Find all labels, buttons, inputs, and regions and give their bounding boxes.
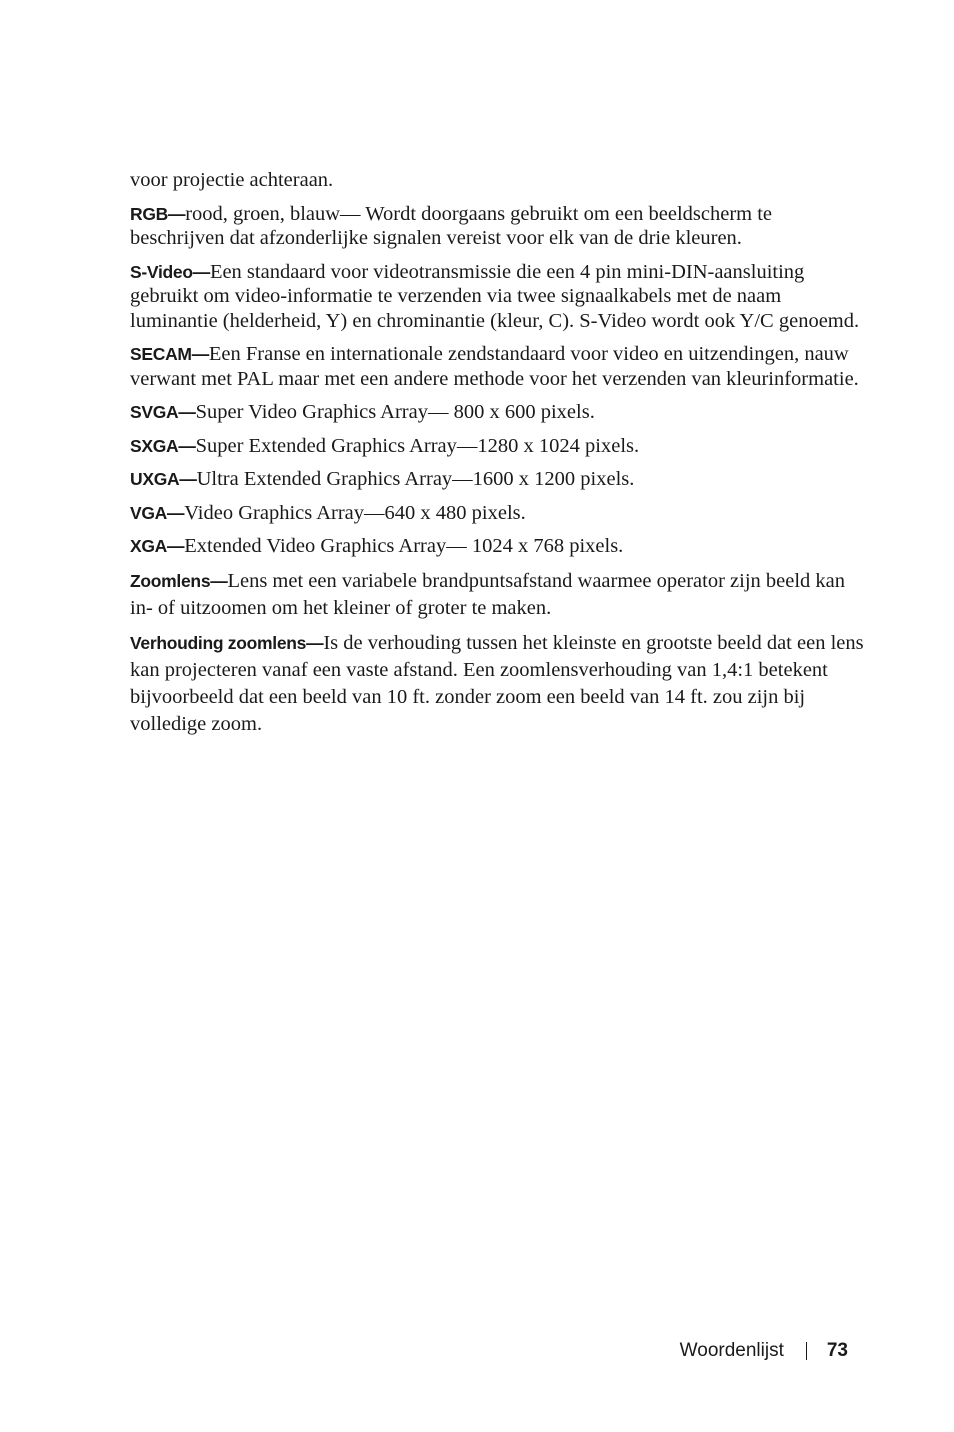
glossary-definition: Video Graphics Array—640 x 480 pixels.: [184, 501, 526, 524]
glossary-continuation: voor projectie achteraan.: [130, 169, 334, 191]
glossary-term: VGA—: [130, 502, 185, 523]
glossary-term: SVGA—: [130, 402, 196, 422]
glossary-definition: Ultra Extended Graphics Array—1600 x 1200 pixels.: [196, 468, 635, 490]
glossary-definition: Super Extended Graphics Array—1280 x 1024 pixels.: [195, 434, 640, 457]
glossary-definition: Een standaard voor videotransmissie die een 4 pin mini-DIN-aansluiting gebruikt om video-informatie te verzenden via twee signaalkabels met de naam luminantie (helderheid, Y) en chrominantie (kleur, C). S-Video wordt ook Y/C genoemd.: [130, 260, 860, 332]
glossary-term: SECAM—: [130, 344, 209, 364]
glossary-content: [130, 168, 870, 746]
glossary-entry-s-video: [130, 260, 870, 334]
glossary-entry-sxga: [130, 434, 870, 459]
glossary-entry-xga: [130, 534, 870, 559]
glossary-entry-vga: [130, 501, 870, 526]
glossary-term: SXGA—: [130, 435, 196, 456]
glossary-term: Zoomlens—: [130, 570, 228, 591]
glossary-definition: Is de verhouding tussen het kleinste en grootste beeld dat een lens kan projecteren vanaf een vaste afstand. Een zoomlensverhouding van 1,4:1 betekent bijvoorbeeld dat een beeld van 10 ft. zonder zoom een beeld van 14 ft. zou zijn bij volledige zoom.: [130, 631, 864, 735]
footer-divider: [806, 1342, 807, 1360]
glossary-definition: Super Video Graphics Array— 800 x 600 pixels.: [195, 401, 595, 423]
glossary-definition: Een Franse en internationale zendstandaard voor video en uitzendingen, nauw verwant met PAL maar met een andere methode voor het verzenden van kleurinformatie.: [130, 343, 859, 390]
glossary-definition: Lens met een variabele brandpuntsafstand waarmee operator zijn beeld kan in- of uitzoomen om het kleiner of groter te maken.: [130, 569, 846, 619]
glossary-term: XGA—: [130, 536, 185, 556]
glossary-term: RGB—: [130, 203, 186, 224]
glossary-entry-secam: [130, 342, 870, 391]
glossary-entry-rgb: [130, 202, 870, 251]
page-footer: [680, 1339, 848, 1363]
glossary-definition: rood, groen, blauw— Wordt doorgaans gebruikt om een beeldscherm te beschrijven dat afzonderlijke signalen vereist voor elk van de drie kleuren.: [130, 202, 773, 249]
glossary-entry-uxga: [130, 467, 870, 492]
footer-section-title: Woordenlijst: [679, 1340, 784, 1361]
glossary-definition: Extended Video Graphics Array— 1024 x 768 pixels.: [184, 535, 624, 557]
glossary-entry-svga: [130, 400, 870, 425]
glossary-entry-zoomlens: [130, 568, 870, 622]
page-number: 73: [826, 1340, 848, 1361]
glossary-term: Verhouding zoomlens—: [130, 632, 324, 653]
glossary-entry-verhouding-zoomlens: [130, 630, 870, 738]
glossary-term: S-Video—: [130, 261, 210, 282]
glossary-term: UXGA—: [130, 469, 197, 489]
